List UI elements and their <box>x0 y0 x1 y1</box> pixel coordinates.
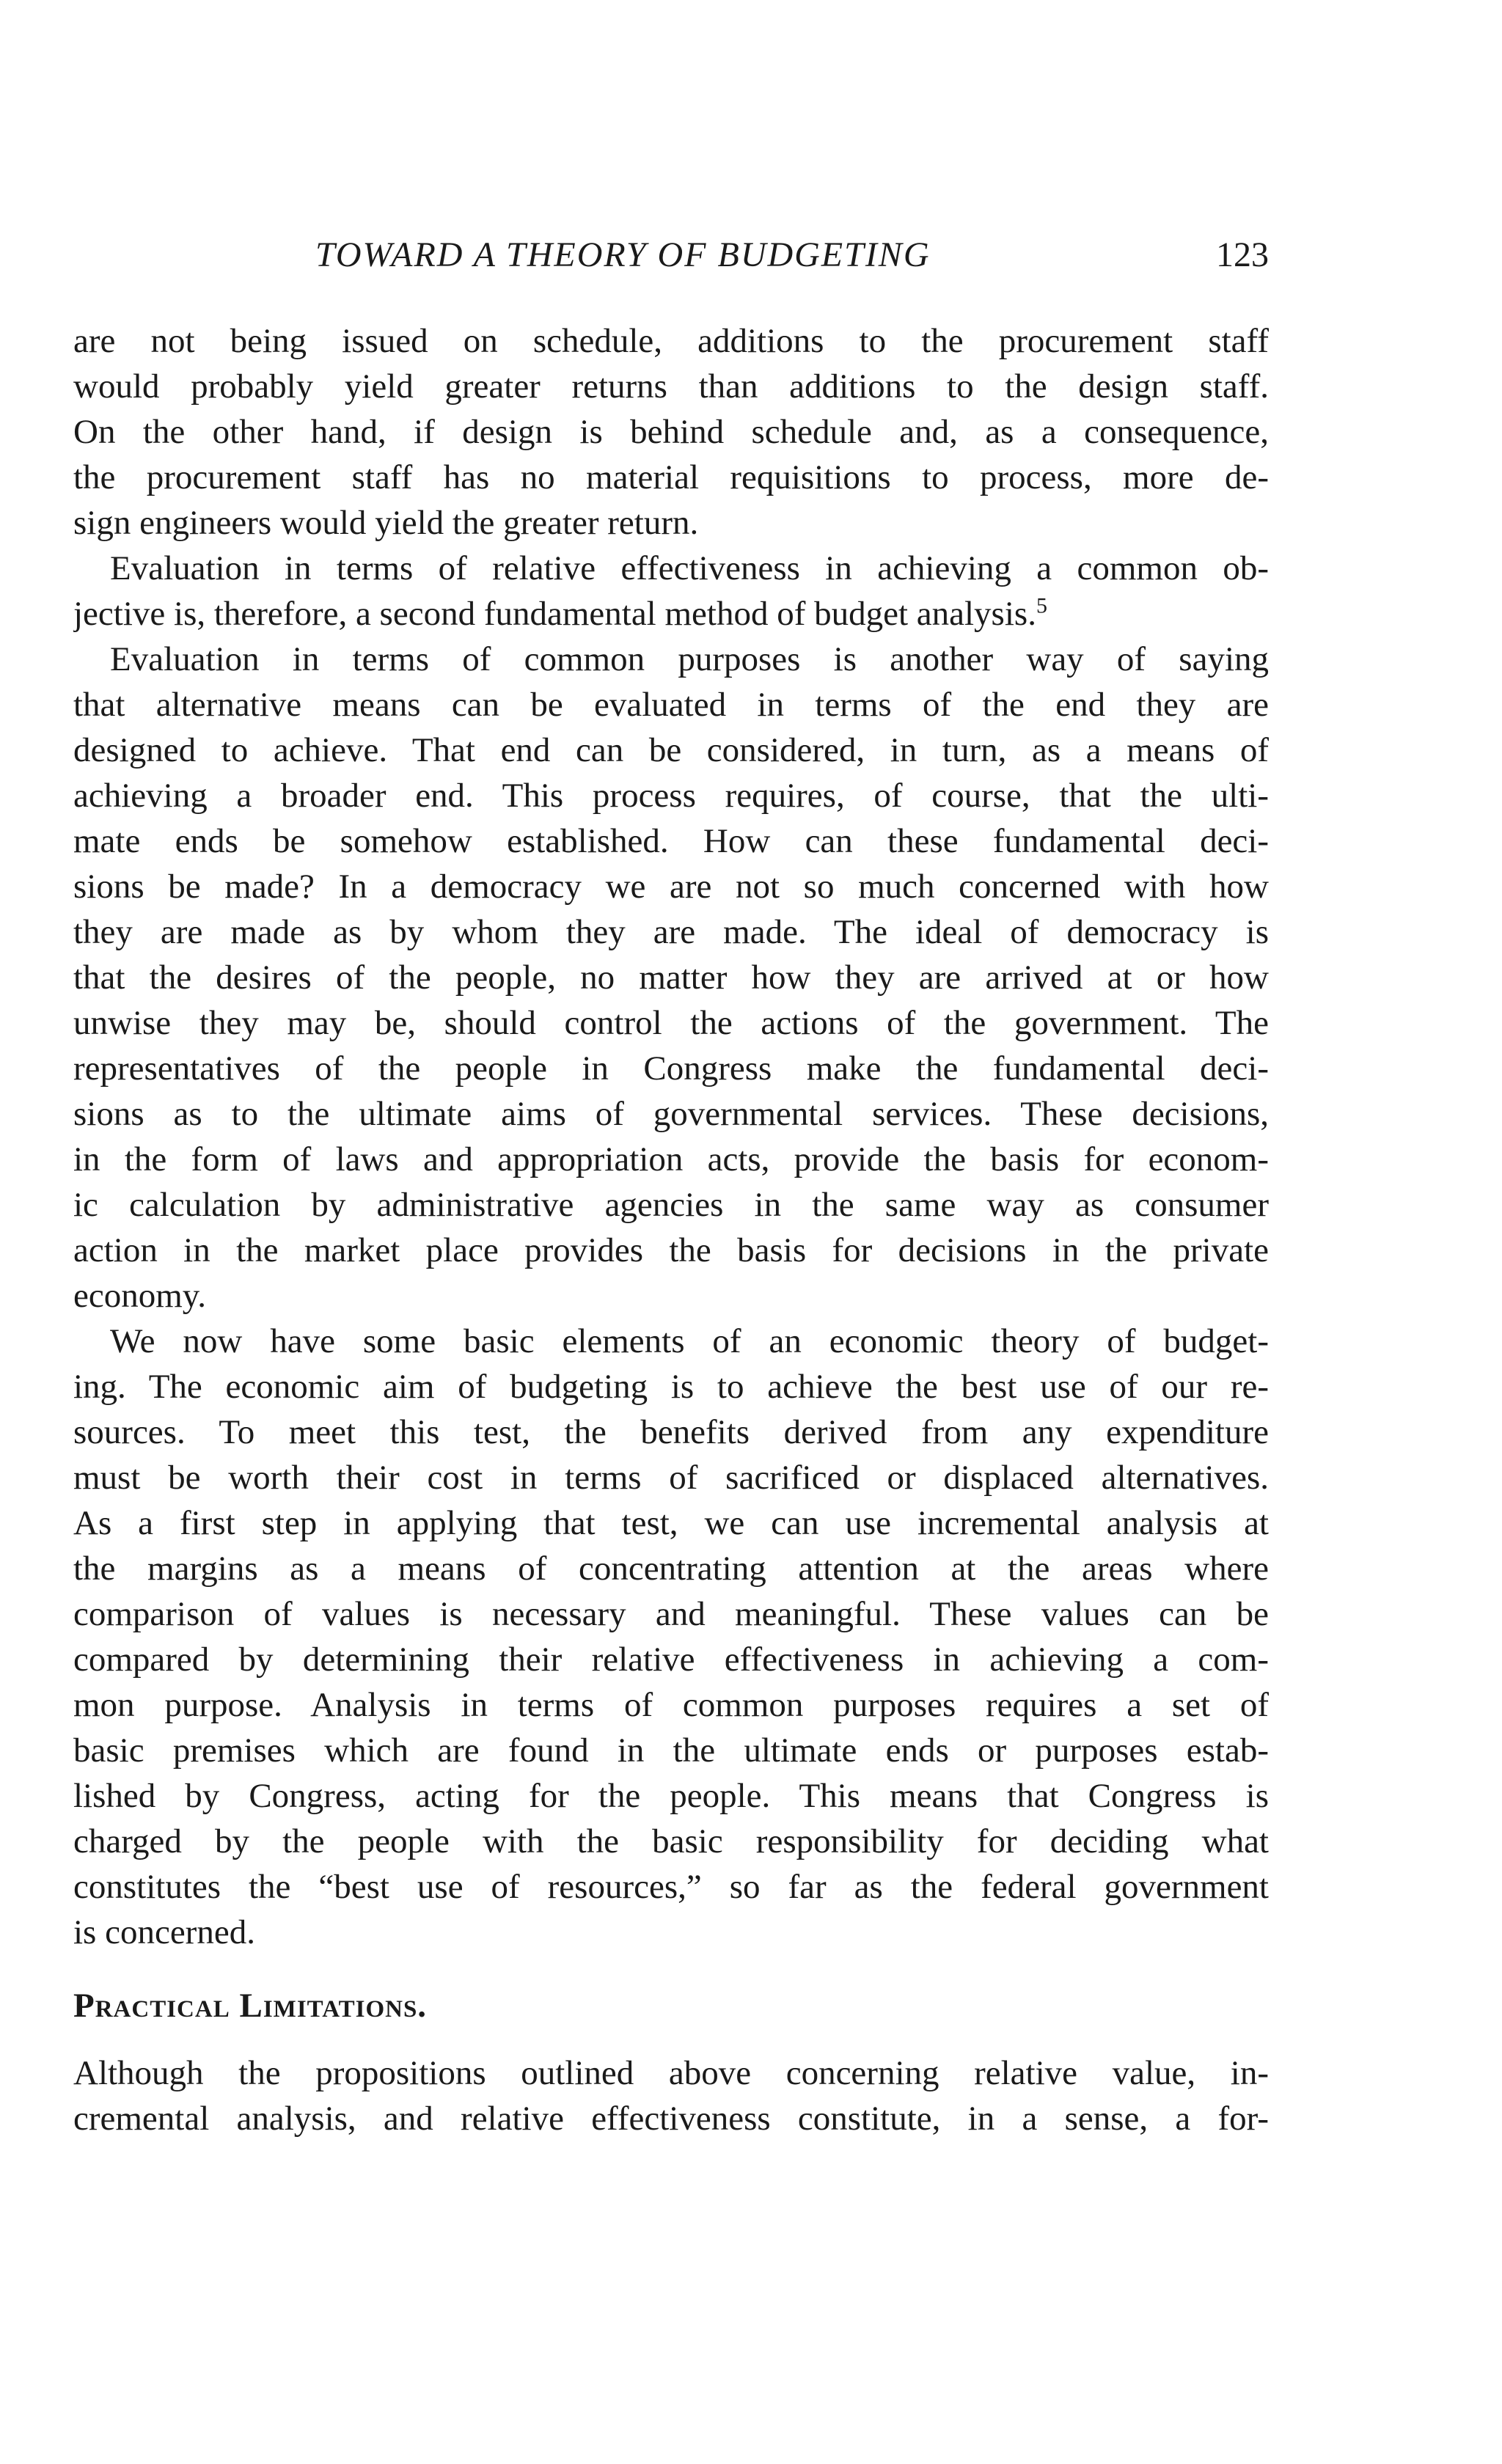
text-line: achieving a broader end. This process requires, of course, that the ulti- <box>73 777 1269 815</box>
text-line: Although the propositions outlined above concerning relative value, in- <box>73 2054 1269 2092</box>
text-line: that the desires of the people, no matter how they are arrived at or how <box>73 958 1269 997</box>
text-line: mon purpose. Analysis in terms of common purposes requires a set of <box>73 1686 1269 1724</box>
text-line: jective is, therefore, a second fundamental method of budget analysis. <box>73 595 1036 633</box>
text-line: On the other hand, if design is behind schedule and, as a consequence, <box>73 413 1269 451</box>
text-line: lished by Congress, acting for the people. This means that Congress is <box>73 1777 1269 1815</box>
text-line: constitutes the “best use of resources,” so far as the federal government <box>73 1868 1269 1906</box>
text-line: comparison of values is necessary and meaningful. These values can be <box>73 1595 1269 1633</box>
section-heading: Practical Limitations. <box>73 1987 428 2025</box>
text-line: must be worth their cost in terms of sacrificed or displaced alternatives. <box>73 1459 1269 1497</box>
text-line: sions be made? In a democracy we are not so much concerned with how <box>73 868 1269 906</box>
footnote-ref: 5 <box>1036 593 1047 618</box>
running-head <box>73 235 1269 286</box>
paragraph-1 <box>73 318 1269 546</box>
paragraph-5 <box>73 2050 1269 2141</box>
text-line: sions as to the ultimate aims of governmental services. These decisions, <box>73 1095 1269 1133</box>
text-line-with-footnote <box>73 591 1269 637</box>
text-line: representatives of the people in Congress make the fundamental deci- <box>73 1049 1269 1088</box>
text-line: they are made as by whom they are made. The ideal of democracy is <box>73 913 1269 951</box>
text-line: that alternative means can be evaluated in terms of the end they are <box>73 686 1269 724</box>
page-number: 123 <box>1216 235 1269 274</box>
text-line: ic calculation by administrative agencies in the same way as consumer <box>73 1186 1269 1224</box>
text-line: ing. The economic aim of budgeting is to achieve the best use of our re- <box>73 1368 1269 1406</box>
text-line: charged by the people with the basic responsibility for deciding what <box>73 1822 1269 1860</box>
paragraph-2 <box>73 546 1269 637</box>
text-line: would probably yield greater returns than additions to the design staff. <box>73 367 1269 406</box>
text-line: cremental analysis, and relative effectiveness constitute, in a sense, a for- <box>73 2100 1269 2138</box>
text-line: designed to achieve. That end can be considered, in turn, as a means of <box>73 731 1269 769</box>
text-line: compared by determining their relative effectiveness in achieving a com- <box>73 1640 1269 1679</box>
paragraph-3 <box>73 637 1269 1319</box>
text-line: basic premises which are found in the ultimate ends or purposes estab- <box>73 1731 1269 1770</box>
text-line: the margins as a means of concentrating attention at the areas where <box>73 1550 1269 1588</box>
running-title: TOWARD A THEORY OF BUDGETING <box>315 235 931 274</box>
text-line: are not being issued on schedule, additions to the procurement staff <box>73 322 1269 360</box>
book-page <box>73 235 1269 2141</box>
text-line: economy. <box>73 1277 206 1315</box>
text-line: is concerned. <box>73 1913 255 1951</box>
text-line: Evaluation in terms of common purposes is another way of saying <box>110 640 1269 678</box>
text-line: As a first step in applying that test, we can use incremental analysis at <box>73 1504 1269 1542</box>
text-line: sign engineers would yield the greater return. <box>73 504 699 542</box>
text-line: in the form of laws and appropriation acts, provide the basis for econom- <box>73 1140 1269 1178</box>
text-line: action in the market place provides the basis for decisions in the private <box>73 1231 1269 1269</box>
text-line: unwise they may be, should control the actions of the government. The <box>73 1004 1269 1042</box>
text-line: the procurement staff has no material requisitions to process, more de- <box>73 458 1269 496</box>
paragraph-4 <box>73 1319 1269 1955</box>
text-line: sources. To meet this test, the benefits derived from any expenditure <box>73 1413 1269 1451</box>
text-line: We now have some basic elements of an economic theory of budget- <box>110 1322 1269 1360</box>
text-line: Evaluation in terms of relative effectiveness in achieving a common ob- <box>110 549 1269 587</box>
text-line: mate ends be somehow established. How can these fundamental deci- <box>73 822 1269 860</box>
